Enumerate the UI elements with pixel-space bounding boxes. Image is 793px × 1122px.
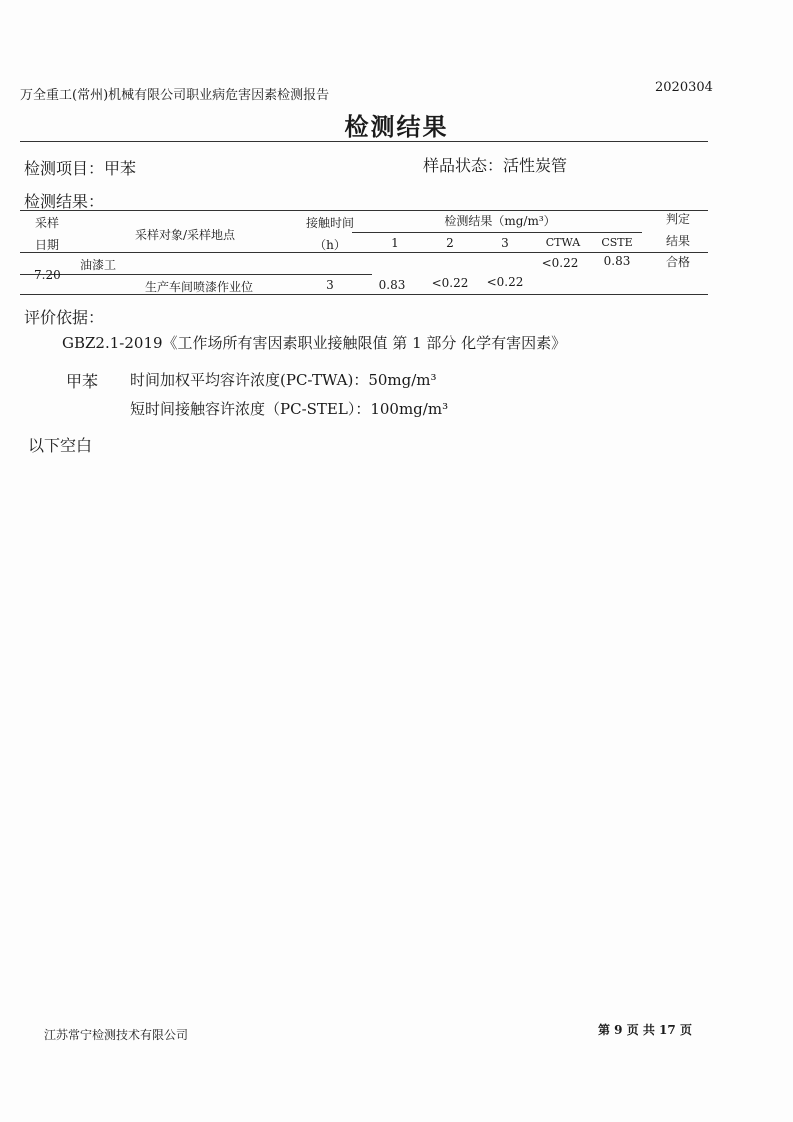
col-header-exposure-unit: （h） (314, 238, 346, 252)
col-header-ctwa: CTWA (545, 236, 581, 249)
col-header-object-location: 采样对象/采样地点 (134, 228, 236, 242)
col-header-judgment: 判定 (665, 212, 690, 226)
page-title: 检测结果 (344, 112, 449, 141)
basis-standard: GBZ2.1-2019《工作场所有害因素职业接触限值 第 1 部分 化学有害因素》 (62, 334, 567, 352)
col-header-2: 2 (446, 236, 454, 250)
row-sample-date: 7.20 (34, 268, 61, 282)
col-header-3: 3 (501, 236, 509, 250)
col-header-judgment-2: 结果 (665, 234, 690, 248)
results-group-divider (352, 232, 642, 233)
col-header-1: 1 (391, 236, 399, 250)
row-result-2: <0.22 (431, 276, 469, 290)
row-sample-location: 生产车间喷漆作业位 (145, 280, 254, 294)
table-bottom-border (20, 294, 708, 295)
basis-label: 评价依据： (24, 308, 105, 327)
sample-state-label: 样品状态：活性炭管 (423, 156, 568, 175)
footer-company: 江苏常宁检测技术有限公司 (44, 1028, 189, 1042)
test-item-label: 检测项目：甲苯 (24, 159, 137, 178)
row-exposure-time: 3 (326, 278, 334, 292)
report-header-company: 万全重工(常州)机械有限公司职业病危害因素检测报告 (20, 88, 330, 103)
row-result-1: 0.83 (378, 278, 406, 292)
report-number: 2020304 (655, 80, 713, 95)
row-cste: 0.83 (603, 254, 631, 268)
col-header-sample-date: 采样 (34, 216, 59, 230)
col-header-exposure-time: 接触时间 (305, 216, 354, 230)
row-result-3: <0.22 (486, 275, 524, 289)
footer-page-number: 第 9 页 共 17 页 (598, 1023, 692, 1037)
col-header-results-group: 检测结果（mg/m³） (444, 214, 556, 228)
col-header-cste: CSTE (601, 236, 633, 249)
row-ctwa: <0.22 (541, 256, 579, 270)
col-header-sample-date-2: 日期 (34, 238, 59, 252)
table-row-divider (20, 274, 372, 275)
basis-stel: 短时间接触容许浓度（PC-STEL）：100mg/m³ (130, 400, 449, 418)
basis-substance: 甲苯 (66, 372, 99, 391)
row-judgment: 合格 (665, 255, 690, 269)
basis-twa: 时间加权平均容许浓度(PC-TWA)：50mg/m³ (130, 371, 437, 389)
table-top-border (20, 210, 708, 211)
row-sample-object: 油漆工 (80, 258, 117, 272)
title-divider (20, 141, 708, 142)
blank-note: 以下空白 (28, 436, 93, 455)
results-label: 检测结果： (24, 192, 105, 211)
